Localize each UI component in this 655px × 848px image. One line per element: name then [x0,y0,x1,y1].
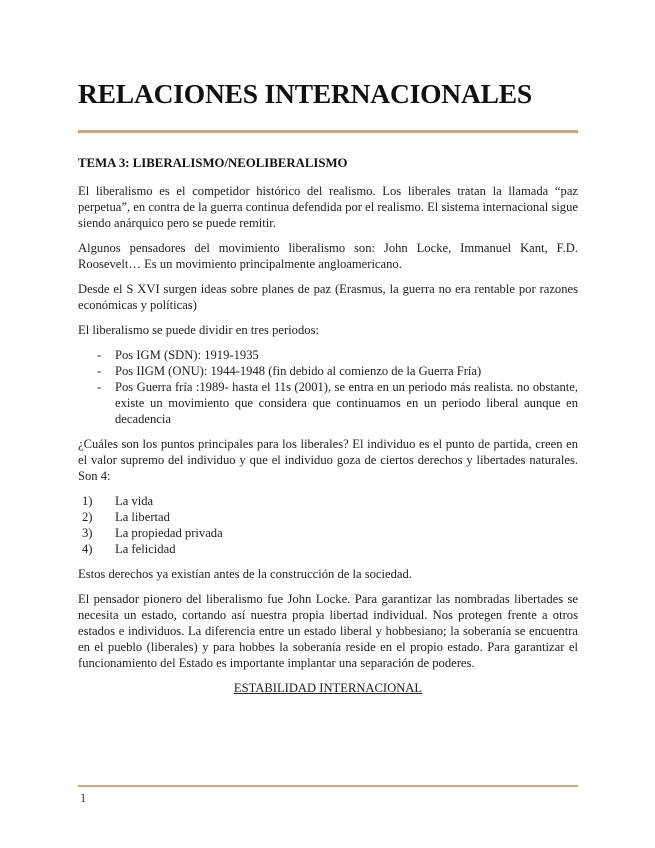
subheading: ESTABILIDAD INTERNACIONAL [233,681,423,695]
list-marker: - [97,364,102,378]
list-item [78,541,578,557]
list-item [78,379,578,427]
list-item [78,493,578,509]
page-number: 1 [80,791,87,805]
paragraph-locke: El pensador pionero del liberalismo fue John Locke. Para garantizar las nombradas libertades se necesita un estado, cortando así nuestra propia libertad individual. Nos protegen frente a otros estados e individuos. La diferencia entre un estado liberal y hobbesiano; la soberanía se encuentra en el pueblo (liberales) y para hobbes la soberanía reside en el propio estado. Para garantizar el funcionamiento del Estado es importante implantar una separación de poderes. [78,592,578,670]
title-divider [78,130,578,133]
periods-list [78,347,578,427]
list-item-text: Pos IGM (SDN): 1919-1935 [115,348,259,362]
paragraph-rights-existed: Estos derechos ya existían antes de la construcción de la sociedad. [78,567,412,581]
list-item-text: La felicidad [115,542,176,556]
list-item-text: Pos IIGM (ONU): 1944-1948 (fin debido al comienzo de la Guerra Fría) [115,364,482,378]
rights-list [78,493,578,557]
paragraph-individual: ¿Cuáles son los puntos principales para los liberales? El individuo es el punto de partida, creen en el valor supremo del individuo y que el individuo goza de ciertos derechos y libertades naturales. Son 4: [78,437,578,483]
list-item-text: La vida [115,494,154,508]
paragraph-thinkers: Algunos pensadores del movimiento liberalismo son: John Locke, Immanuel Kant, F.D. Roosevelt… Es un movimiento principalmente angloamericano. [78,241,578,271]
list-marker: - [97,348,102,362]
list-item-text: La propiedad privada [115,526,223,540]
list-marker: - [97,380,102,394]
document-title: RELACIONES INTERNACIONALES [78,78,533,109]
list-item [78,509,578,525]
list-marker: 2) [82,510,93,524]
list-item [78,525,578,541]
list-marker: 1) [82,494,93,508]
list-marker: 4) [82,542,93,556]
list-marker: 3) [82,526,93,540]
document-body [78,155,578,696]
list-item-text: La libertad [115,510,170,524]
list-item [78,347,578,363]
footer-divider [78,785,578,787]
section-title: TEMA 3: LIBERALISMO/NEOLIBERALISMO [78,156,348,170]
list-item [78,363,578,379]
paragraph-periods-intro: El liberalismo se puede dividir en tres periodos: [78,323,319,337]
paragraph-peace-plans: Desde el S XVI surgen ideas sobre planes de paz (Erasmus, la guerra no era rentable por razones económicas y políticas) [78,282,578,312]
list-item-text: Pos Guerra fría :1989- hasta el 11s (2001), se entra en un periodo más realista. no obstante, existe un movimiento que considera que continuamos en un periodo liberal aunque en decadencia [115,380,578,426]
paragraph-intro: El liberalismo es el competidor histórico del realismo. Los liberales tratan la llamada “paz perpetua”, en contra de la guerra continua defendida por el realismo. El sistema internacional sigue siendo anárquico pero se puede remitir. [78,184,578,230]
